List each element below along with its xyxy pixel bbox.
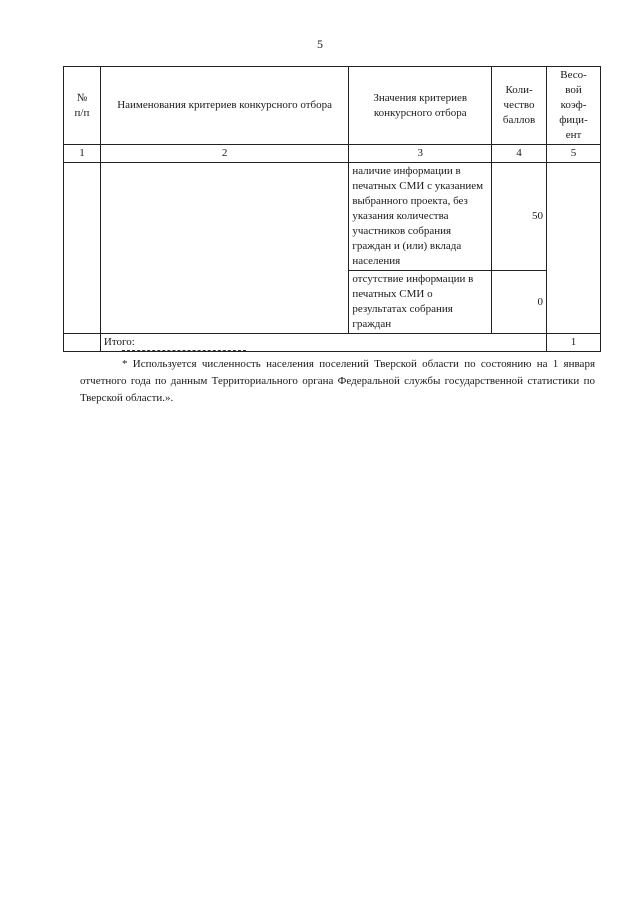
weight-cell [547,163,601,334]
header-number: № п/п [64,67,101,145]
column-number: 4 [492,145,547,163]
criteria-value-cell: отсутствие информации в печатных СМИ о результатах собрания граждан [349,271,492,334]
footnote-text: * Используется численность населения поселений Тверской области по состоянию на 1 января отчетного года по данным Территориального органа Федеральной службы государственной статистики по Тверской области.». [80,358,595,404]
header-weight: Весо- вой коэф- фици- ент [547,67,601,145]
column-number: 2 [100,145,348,163]
points-cell: 0 [492,271,547,334]
number-cell [64,163,101,334]
total-weight: 1 [547,334,601,352]
header-criteria-value: Значения критериев конкурсного отбора [349,67,492,145]
footnote-separator [122,350,246,351]
criteria-table [63,66,601,352]
column-number: 3 [349,145,492,163]
total-number-cell [64,334,101,352]
total-label: Итого: [100,334,546,352]
total-row [64,334,601,352]
column-number: 1 [64,145,101,163]
header-points: Коли- чество баллов [492,67,547,145]
points-cell: 50 [492,163,547,271]
criteria-value-cell: наличие информации в печатных СМИ с указанием выбранного проекта, без указания количества участников собрания граждан и (или) вклада населения [349,163,492,271]
header-criteria-name: Наименования критериев конкурсного отбора [100,67,348,145]
table-header-row [64,67,601,145]
page-number: 5 [317,37,323,51]
table-row [64,163,601,271]
column-number: 5 [547,145,601,163]
criteria-name-cell [100,163,348,334]
column-number-row [64,145,601,163]
